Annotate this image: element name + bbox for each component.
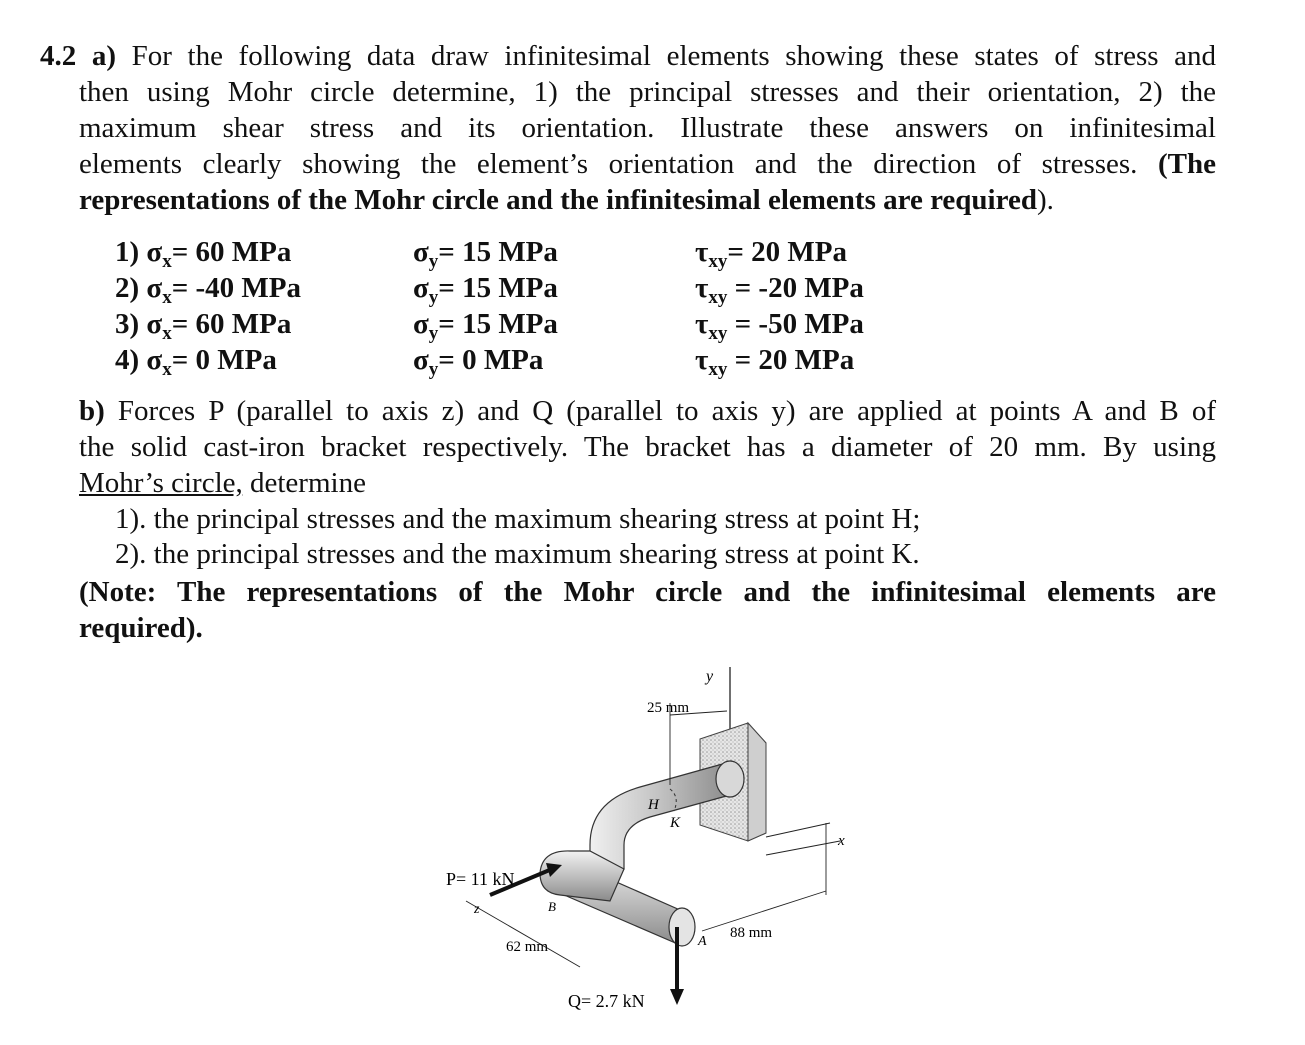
case-1-sigma-y: $\sigma_y= 15$ MPa bbox=[413, 236, 558, 272]
pipe-end-a bbox=[669, 908, 695, 946]
part-b-item-2: 2). the principal stresses and the maximum shearing stress at point K. bbox=[115, 538, 920, 570]
note-block bbox=[79, 574, 1216, 646]
point-h-label: H bbox=[648, 797, 659, 813]
problem-number: 4.2 bbox=[40, 40, 77, 72]
case-2-tau-xy: $\tau_{xy} = -20$ MPa bbox=[695, 272, 864, 308]
case-3-sigma-y: $\sigma_y= 15$ MPa bbox=[413, 308, 558, 344]
case-3-tau-xy: $\tau_{xy} = -50$ MPa bbox=[695, 308, 864, 344]
part-a-line-2: then using Mohr circle determine, 1) the principal stresses and their orientation, 2) the bbox=[79, 76, 1216, 108]
case-1-sigma-x: 1) $\sigma_x= 60$ MPa bbox=[115, 236, 292, 272]
note-line-2: required). bbox=[79, 612, 203, 644]
point-b-label: B bbox=[548, 899, 556, 914]
case-1-tau-xy: $\tau_{xy}= 20$ MPa bbox=[695, 236, 847, 272]
case-3-sigma-x: 3) $\sigma_x= 60$ MPa bbox=[115, 308, 292, 344]
x-axis-label: x bbox=[838, 833, 845, 849]
case-4-tau-xy: $\tau_{xy} = 20$ MPa bbox=[695, 344, 855, 380]
case-2-sigma-y: $\sigma_y= 15$ MPa bbox=[413, 272, 558, 308]
note-line-1: (Note: The representations of the Mohr circle and the infinitesimal elements are bbox=[79, 576, 1216, 608]
y-axis-label: y bbox=[706, 668, 714, 685]
part-b-paragraph bbox=[79, 393, 1216, 501]
case-4-sigma-y: $\sigma_y= 0$ MPa bbox=[413, 344, 544, 380]
case-2-sigma-x: 2) $\sigma_x= -40$ MPa bbox=[115, 272, 301, 308]
part-b-item-1: 1). the principal stresses and the maximum shearing stress at point H; bbox=[115, 503, 921, 535]
dimension-88mm: 88 mm bbox=[730, 925, 773, 941]
part-a-body bbox=[79, 74, 1216, 218]
dimension-25mm: 25 mm bbox=[647, 700, 690, 716]
point-a-label: A bbox=[698, 934, 707, 949]
bracket-figure bbox=[430, 655, 860, 1025]
part-b-line-2: the solid cast-iron bracket respectively. The bracket has a diameter of 20 mm. By using bbox=[79, 431, 1216, 463]
z-axis-label: z bbox=[474, 902, 480, 917]
part-a-line-1: 4.2 a) For the following data draw infinitesimal elements showing these states of stress and bbox=[40, 40, 1217, 72]
part-b-line-1: b) Forces P (parallel to axis z) and Q (parallel to axis y) are applied at points A and B of bbox=[79, 395, 1217, 427]
point-k-label: K bbox=[670, 815, 681, 831]
part-a-line-5: representations of the Mohr circle and the infinitesimal elements are required). bbox=[79, 184, 1054, 216]
x-axis-line bbox=[766, 841, 840, 855]
case-4-sigma-x: 4) $\sigma_x= 0$ MPa bbox=[115, 344, 277, 380]
part-a-line-3: maximum shear stress and its orientation. Illustrate these answers on infinitesimal bbox=[79, 112, 1216, 144]
part-a-paragraph bbox=[40, 38, 1216, 74]
dimension-62mm: 62 mm bbox=[506, 939, 549, 955]
part-a-line-4: elements clearly showing the element’s orientation and the direction of stresses. (The bbox=[79, 148, 1216, 180]
part-a-label: a) bbox=[91, 40, 117, 72]
force-p-label: P= 11 kN bbox=[446, 869, 515, 889]
part-b-label: b) bbox=[79, 395, 105, 427]
part-b-line-3: Mohr’s circle, determine bbox=[79, 467, 366, 499]
force-q-label: Q= 2.7 kN bbox=[568, 991, 645, 1011]
